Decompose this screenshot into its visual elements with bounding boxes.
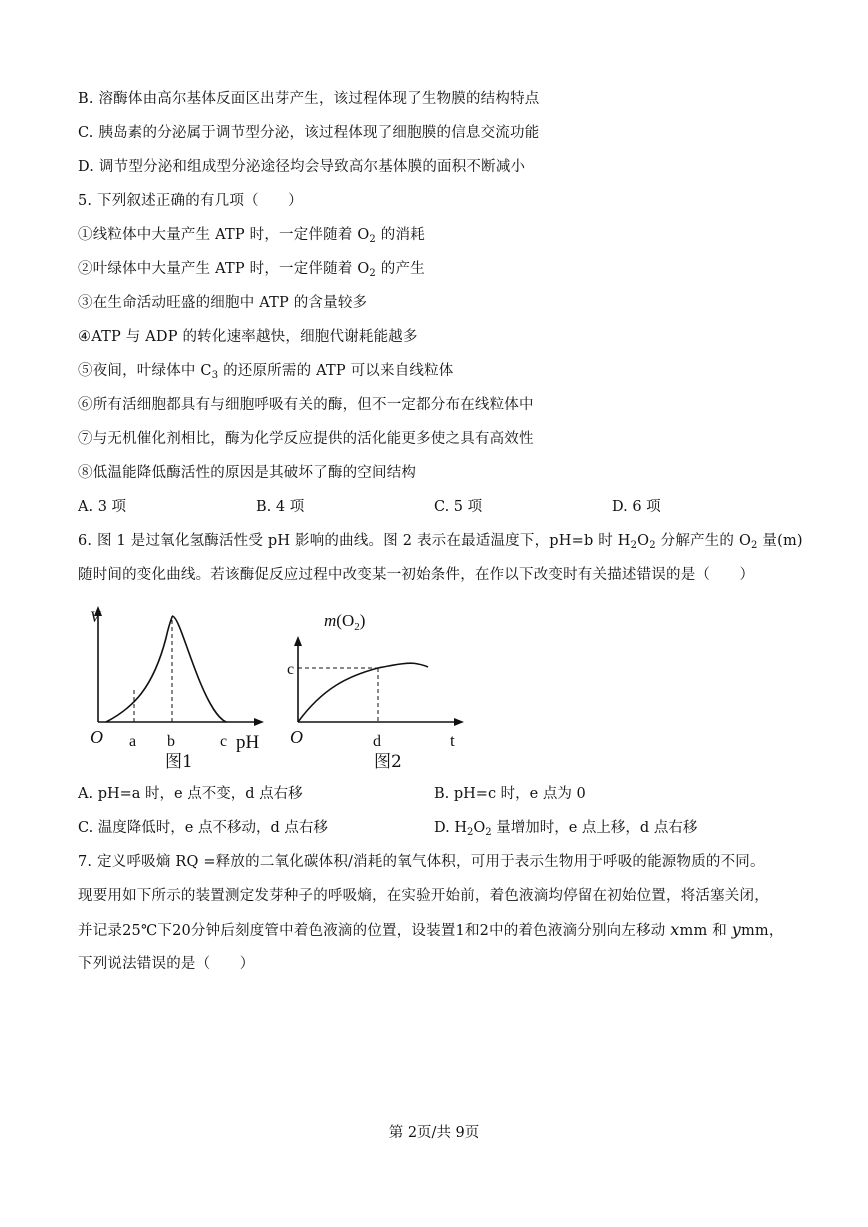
q6-option-c: C. 温度降低时，e 点不移动，d 点右移: [78, 820, 328, 836]
q5-statement-3: ③在生命活动旺盛的细胞中 ATP 的含量较多: [78, 295, 368, 311]
fig2-y-label: $m(O_2)$: [324, 611, 366, 633]
q5-option-b: B. 4 项: [256, 499, 305, 515]
fig1-caption: 图1: [165, 752, 193, 772]
q5-statement-5: ⑤夜间，叶绿体中 $C_3$ 的还原所需的 ATP 可以来自线粒体: [78, 363, 454, 381]
prev-option-b: B. 溶酶体由高尔基体反面区出芽产生，该过程体现了生物膜的结构特点: [78, 91, 540, 107]
q7-line1: 7. 定义呼吸熵 RQ =释放的二氧化碳体积/消耗的氧气体积，可用于表示生物用于呼吸的能源物质的不同。: [78, 854, 765, 870]
fig2-x-arrow-icon: [454, 718, 464, 726]
prev-option-d: D. 调节型分泌和组成型分泌途径均会导致高尔基体膜的面积不断减小: [78, 159, 526, 175]
fig1-x-label: pH: [236, 732, 260, 753]
fig2-tick-c: c: [287, 661, 295, 678]
q5-statement-1: ①线粒体中大量产生 ATP 时，一定伴随着 $O_2$ 的消耗: [78, 227, 425, 245]
fig1-tick-a: a: [129, 733, 137, 750]
q6-stem-line1: 6. 图 1 是过氧化氢酶活性受 pH 影响的曲线。图 2 表示在最适温度下，pH=b 时 $H_2O_2$ 分解产生的 $O_2$ 量(m): [78, 533, 803, 551]
q5-option-a: A. 3 项: [78, 499, 127, 515]
q5-stem: 5. 下列叙述正确的有几项（ ）: [78, 193, 303, 209]
fig1-y-label: V: [90, 609, 100, 626]
q6-option-d: D. $H_2O_2$ 量增加时，e 点上移，d 点右移: [434, 820, 698, 838]
q6-option-a: A. pH=a 时，e 点不变，d 点右移: [78, 786, 303, 802]
q5-option-c: C. 5 项: [434, 499, 483, 515]
fig1-tick-b: b: [167, 733, 175, 750]
fig2-product-curve: [298, 663, 428, 722]
q6-figures: [78, 598, 478, 778]
q5-statement-4: ④ATP 与 ADP 的转化速率越快，细胞代谢耗能越多: [78, 329, 418, 345]
fig1-origin: O: [90, 727, 103, 747]
q7-line3: 并记录25℃下20分钟后刻度管中着色液滴的位置，设装置1和2中的着色液滴分别向左移动 xmm 和 ymm，: [78, 920, 784, 939]
fig2-tick-d: d: [373, 733, 381, 750]
fig2-x-label: t: [450, 731, 455, 750]
fig2-caption: 图2: [374, 752, 402, 772]
q5-option-d: D. 6 项: [612, 499, 661, 515]
q6-stem-line2: 随时间的变化曲线。若该酶促反应过程中改变某一初始条件，在作以下改变时有关描述错误的是（ ）: [78, 567, 755, 583]
page-footer: 第 2页/共 9页: [388, 1125, 480, 1141]
fig2-origin: O: [290, 727, 303, 747]
prev-option-c: C. 胰岛素的分泌属于调节型分泌，该过程体现了细胞膜的信息交流功能: [78, 125, 540, 141]
q5-statement-7: ⑦与无机催化剂相比，酶为化学反应提供的活化能更多使之具有高效性: [78, 431, 534, 447]
q5-statement-2: ②叶绿体中大量产生 ATP 时，一定伴随着 $O_2$ 的产生: [78, 261, 425, 279]
fig2-y-arrow-icon: [294, 636, 302, 646]
q5-statement-6: ⑥所有活细胞都具有与细胞呼吸有关的酶，但不一定都分布在线粒体中: [78, 397, 534, 413]
fig1-x-arrow-icon: [254, 718, 264, 726]
q6-option-b: B. pH=c 时，e 点为 0: [434, 786, 586, 802]
q7-line2: 现要用如下所示的装置测定发芽种子的呼吸熵，在实验开始前，着色液滴均停留在初始位置，将活塞关闭，: [78, 888, 769, 904]
fig1-activity-curve: [106, 616, 226, 722]
q7-line4: 下列说法错误的是（ ）: [78, 956, 255, 972]
q5-statement-8: ⑧低温能降低酶活性的原因是其破坏了酶的空间结构: [78, 465, 417, 481]
figure-1-graph: [78, 598, 278, 778]
figure-2-graph: [278, 598, 498, 778]
fig1-tick-c: c: [220, 733, 228, 750]
